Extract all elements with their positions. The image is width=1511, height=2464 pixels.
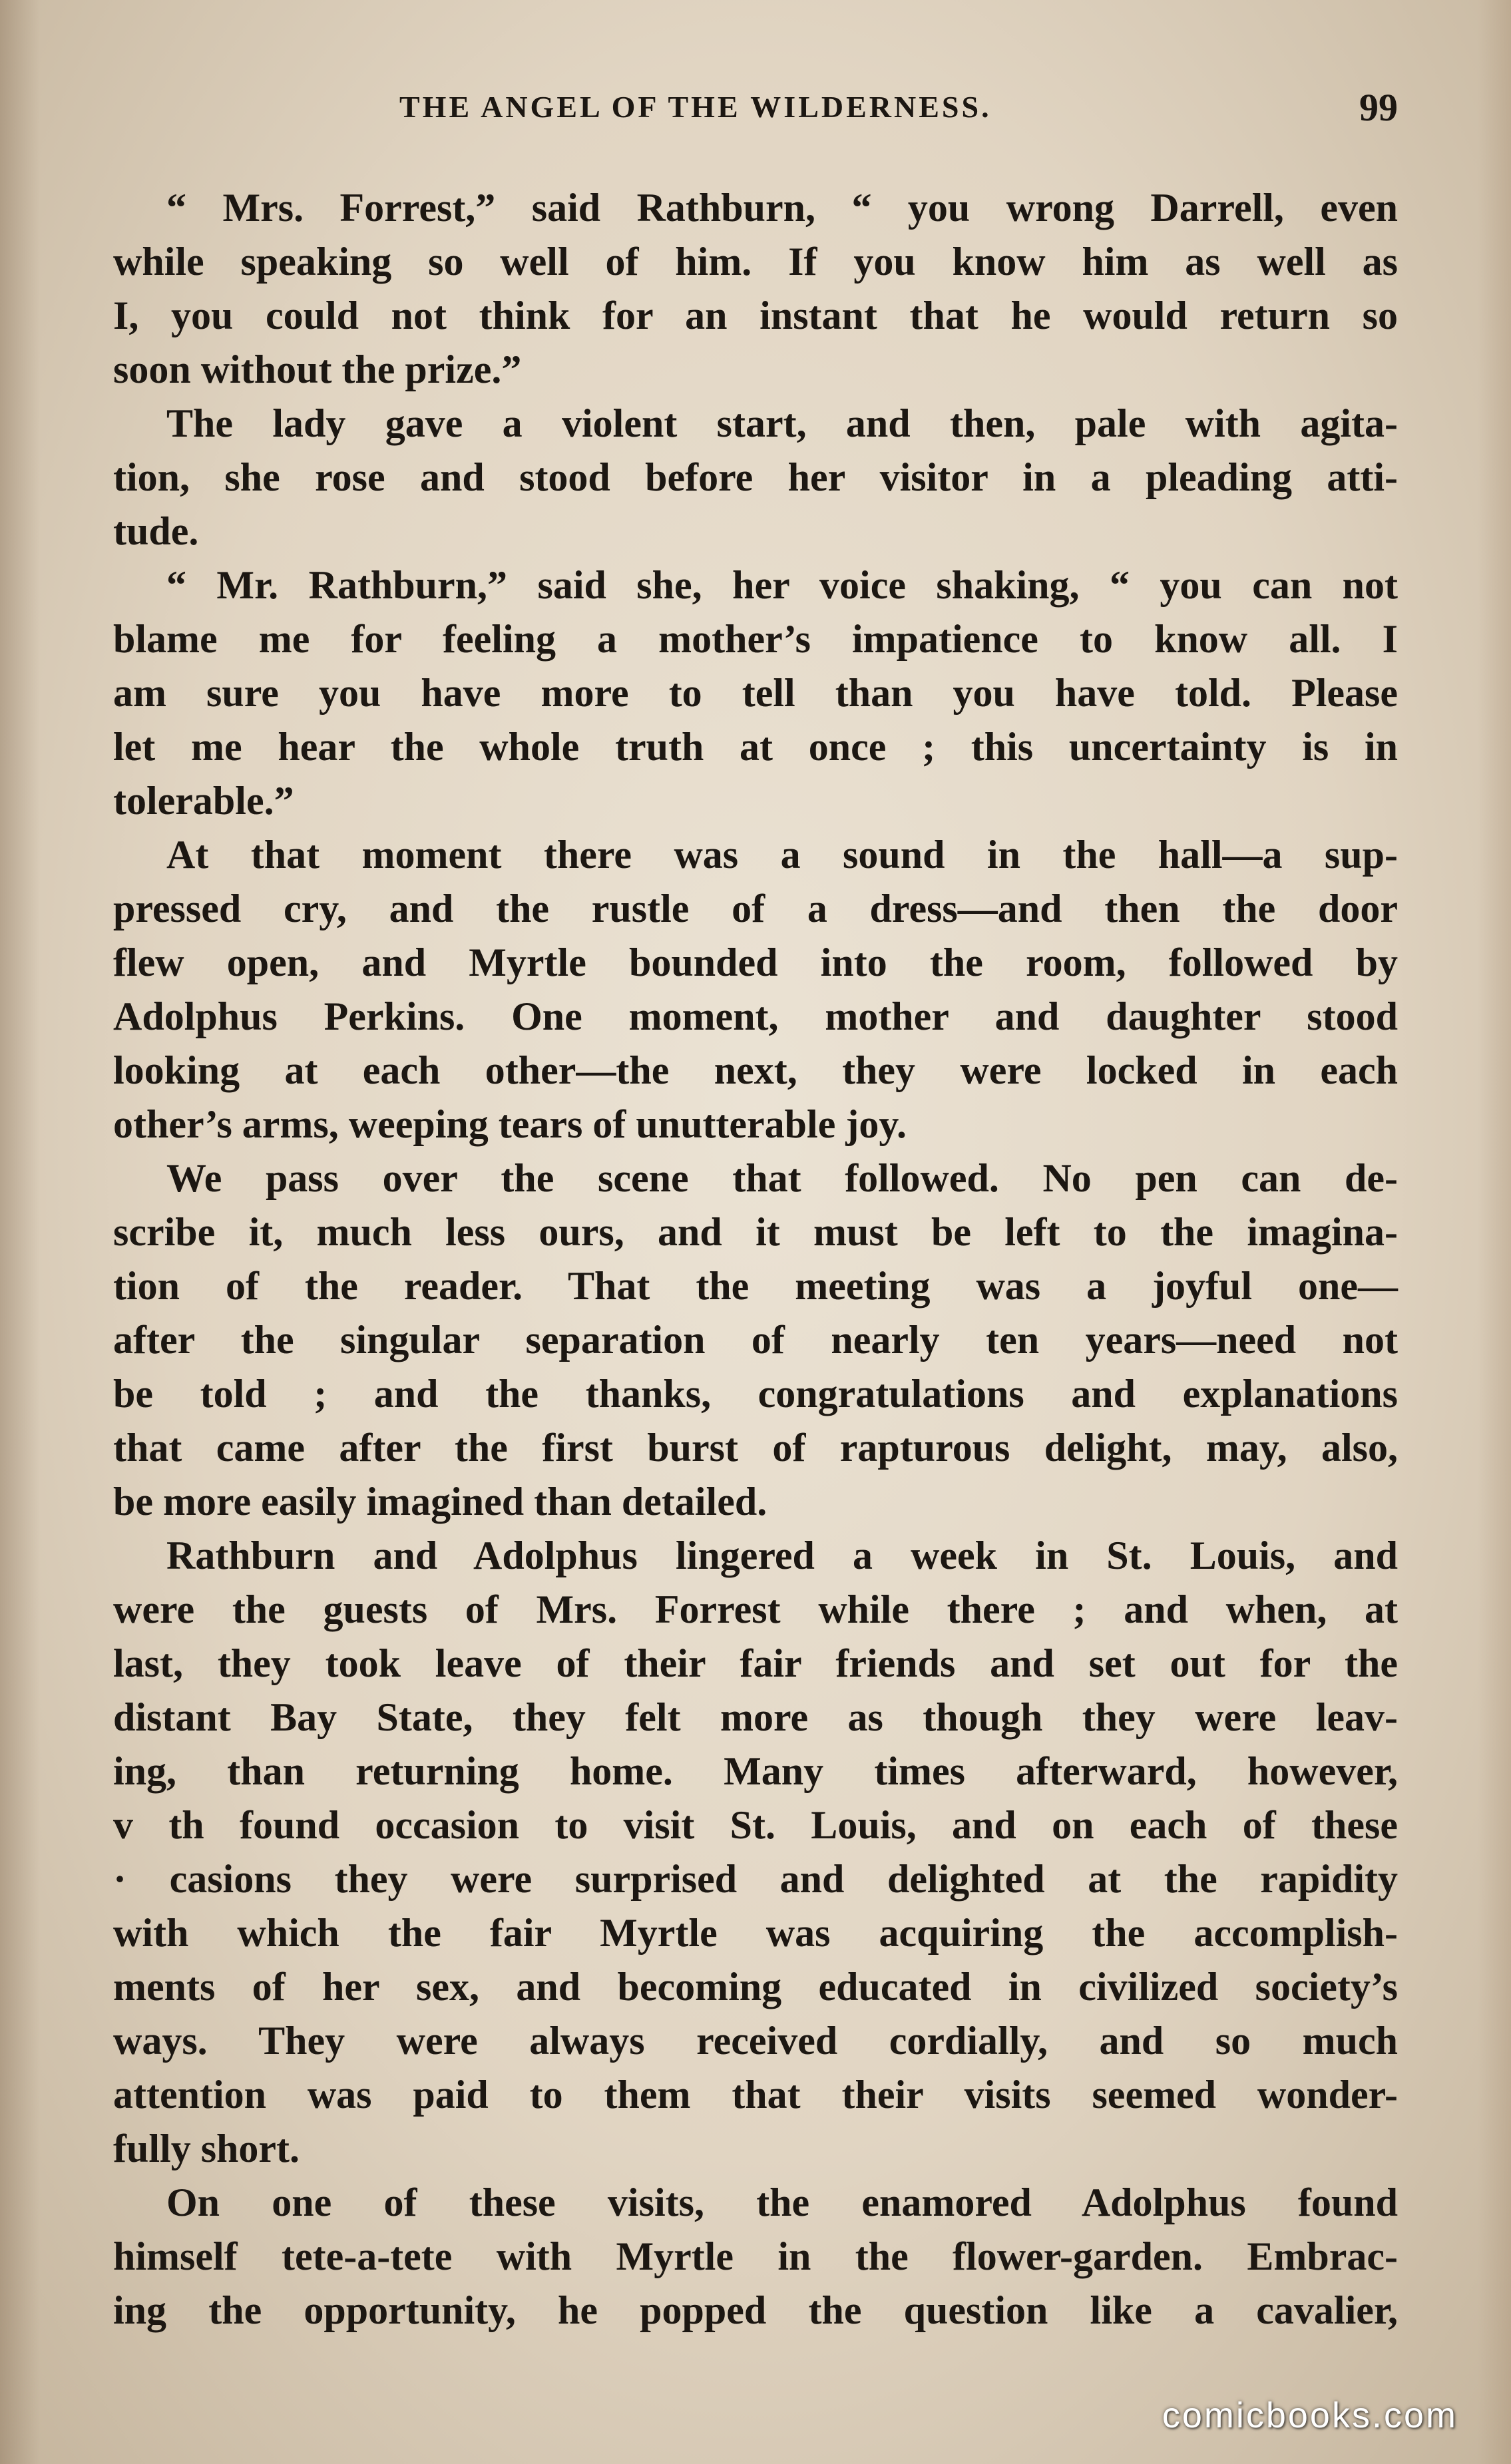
text-line: that came after the first burst of rapturous delight, may, also, — [113, 1426, 1398, 1470]
paragraph — [113, 397, 1398, 558]
text-line: let me hear the whole truth at once ; this uncertainty is in — [113, 725, 1398, 769]
text-line: We pass over the scene that followed. No pen can de- — [166, 1156, 1398, 1200]
text-line: ments of her sex, and becoming educated in civilized society’s — [113, 1965, 1398, 2009]
text-line: “ Mr. Rathburn,” said she, her voice shaking, “ you can not — [166, 563, 1398, 607]
text-line: flew open, and Myrtle bounded into the room, followed by — [113, 940, 1398, 984]
text-line: scribe it, much less ours, and it must be left to the imagina- — [113, 1210, 1398, 1254]
text-line: other’s arms, weeping tears of unutterable joy. — [113, 1102, 907, 1146]
text-line: be more easily imagined than detailed. — [113, 1480, 767, 1524]
text-line: looking at each other—the next, they were locked in each — [113, 1048, 1398, 1092]
text-line: be told ; and the thanks, congratulations and explanations — [113, 1372, 1398, 1416]
text-line: tion of the reader. That the meeting was a joyful one— — [113, 1264, 1398, 1308]
text-line: while speaking so well of him. If you know him as well as — [113, 240, 1398, 284]
page-header — [113, 85, 1398, 138]
paragraph — [113, 1529, 1398, 2176]
text-line: after the singular separation of nearly ten years—need not — [113, 1318, 1398, 1362]
text-line: The lady gave a violent start, and then, pale with agita- — [166, 401, 1398, 445]
text-line: attention was paid to them that their visits seemed wonder- — [113, 2073, 1398, 2117]
watermark-logo: comicbooks.com — [1162, 2395, 1458, 2435]
text-line: ways. They were always received cordially, and so much — [113, 2019, 1398, 2063]
page-shadow-right — [1478, 0, 1511, 2464]
text-line: ing, than returning home. Many times afterward, however, — [113, 1749, 1398, 1793]
text-line: fully short. — [113, 2127, 300, 2170]
text-line: Adolphus Perkins. One moment, mother and daughter stood — [113, 994, 1398, 1038]
page-shadow-left — [0, 0, 40, 2464]
text-line: with which the fair Myrtle was acquiring the accomplish- — [113, 1911, 1398, 1955]
text-line: tolerable.” — [113, 779, 294, 823]
text-line: soon without the prize.” — [113, 347, 522, 391]
paragraph — [113, 558, 1398, 828]
text-line: were the guests of Mrs. Forrest while there ; and when, at — [113, 1587, 1398, 1631]
text-line: tude. — [113, 509, 199, 553]
text-line: I, you could not think for an instant that he would return so — [113, 294, 1398, 337]
text-line: ing the opportunity, he popped the question like a cavalier, — [113, 2288, 1398, 2332]
text-line: last, they took leave of their fair friends and set out for the — [113, 1641, 1398, 1685]
paragraph — [113, 1151, 1398, 1529]
paragraph — [113, 181, 1398, 397]
paragraph — [113, 2176, 1398, 2338]
text-line: · casions they were surprised and delighted at the rapidity — [113, 1857, 1398, 1901]
text-line: At that moment there was a sound in the hall—a sup- — [166, 833, 1398, 877]
text-line: pressed cry, and the rustle of a dress—and then the door — [113, 887, 1398, 930]
paragraph — [113, 828, 1398, 1151]
body-text — [113, 181, 1398, 2338]
running-head: THE ANGEL OF THE WILDERNESS. — [399, 90, 992, 124]
text-line: tion, she rose and stood before her visitor in a pleading atti- — [113, 455, 1398, 499]
text-line: himself tete-a-tete with Myrtle in the flower-garden. Embrac- — [113, 2234, 1398, 2278]
text-line: distant Bay State, they felt more as though they were leav- — [113, 1695, 1398, 1739]
text-line: am sure you have more to tell than you have told. Please — [113, 671, 1398, 715]
text-line: On one of these visits, the enamored Adolphus found — [166, 2180, 1398, 2224]
text-line: “ Mrs. Forrest,” said Rathburn, “ you wrong Darrell, even — [166, 186, 1398, 230]
text-line: Rathburn and Adolphus lingered a week in St. Louis, and — [166, 1534, 1398, 1577]
text-line: blame me for feeling a mother’s impatience to know all. I — [113, 617, 1398, 661]
text-line: v th found occasion to visit St. Louis, and on each of these — [113, 1803, 1398, 1847]
page-number: 99 — [1359, 86, 1398, 129]
